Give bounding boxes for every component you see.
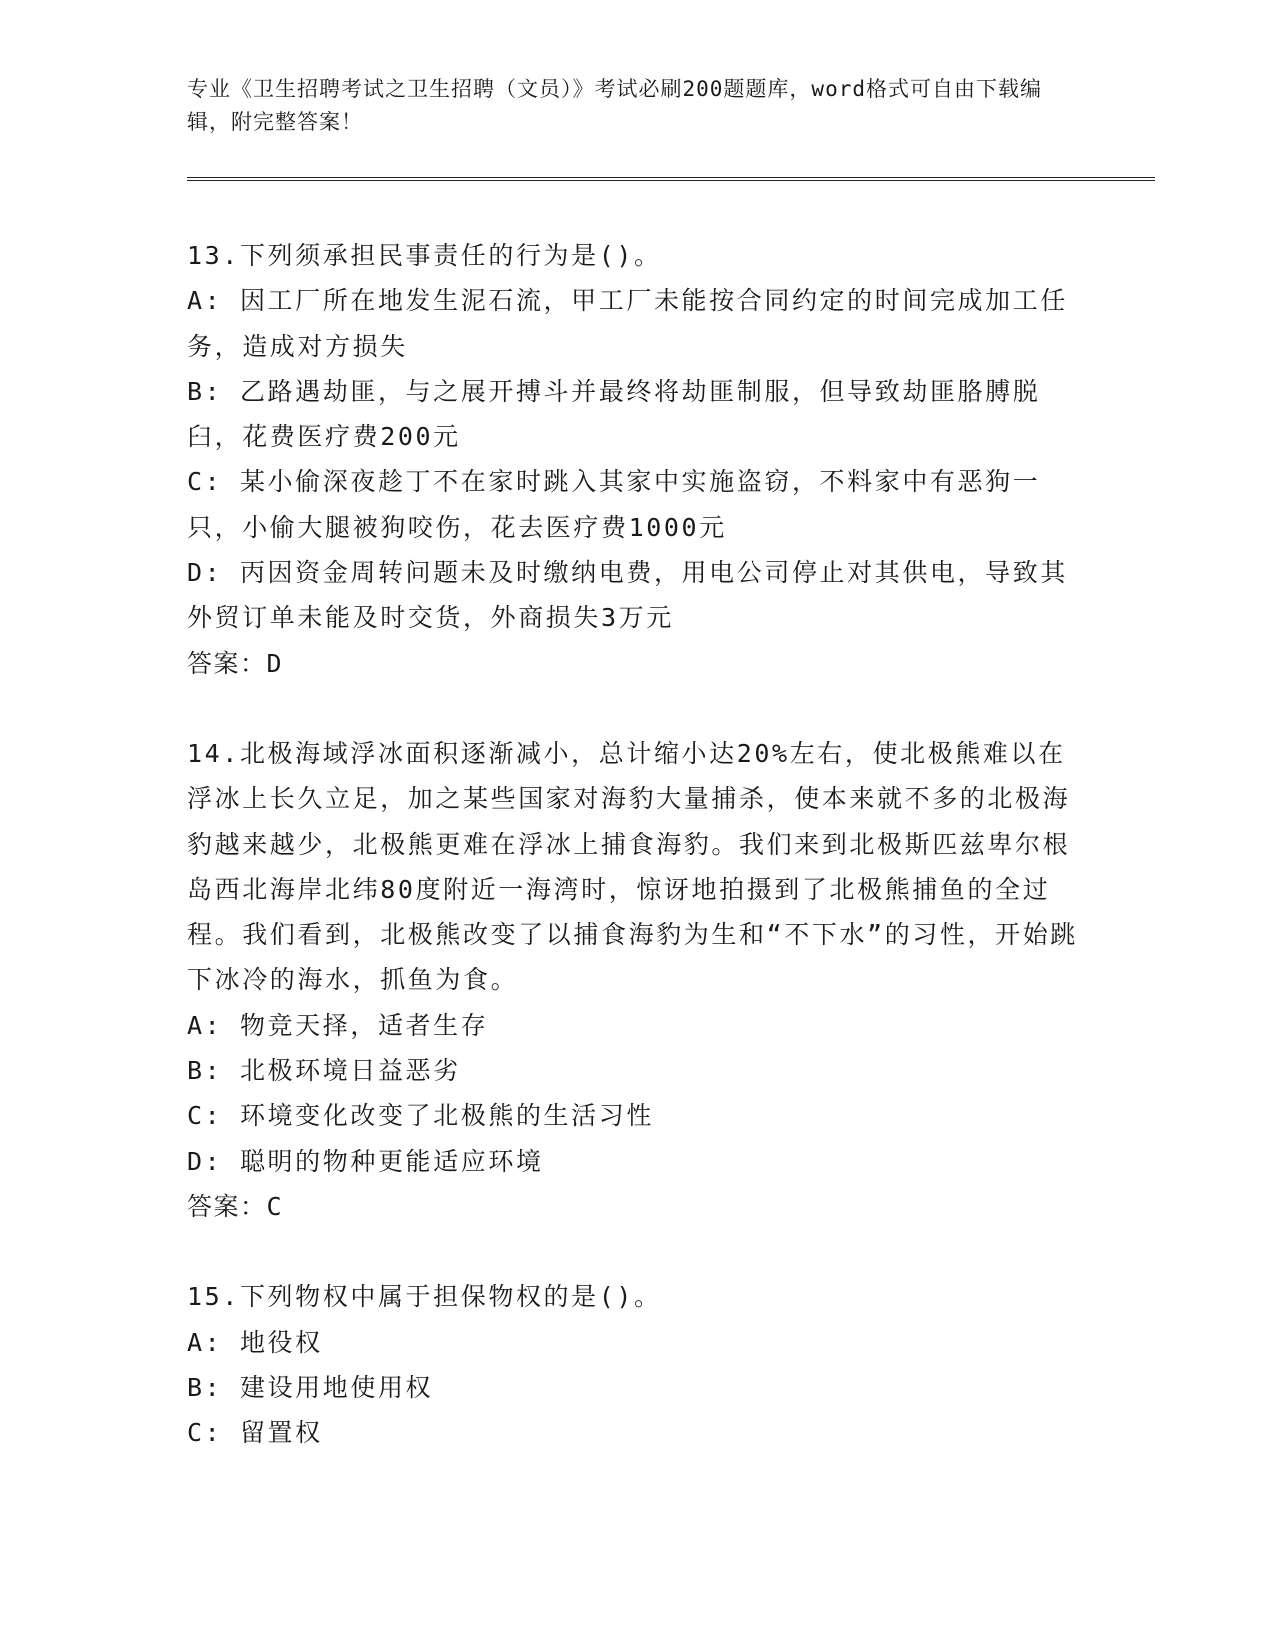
answer-line: 答案：D (187, 648, 284, 678)
option-c: C: 某小偷深夜趁丁不在家时跳入其家中实施盗窃，不料家中有恶狗一只，小偷大腿被狗咬伤，花去医疗费1000元 (187, 467, 1041, 542)
question-stem: 14.北极海域浮冰面积逐渐减小，总计缩小达20%左右，使北极熊难以在浮冰上长久立足，加之某些国家对海豹大量捕杀，使本来就不多的北极海豹越来越少，北极熊更难在浮冰上捕食海豹。我们来到北极斯匹兹卑尔根岛西北海岸北纬80度附近一海湾时，惊讶地拍摄到了北极熊捕鱼的全过程。我们看到，北极熊改变了以捕食海豹为生和“不下水”的习性，开始跳下冰冷的海水，抓鱼为食。 (187, 738, 1078, 995)
option-b: B: 北极环境日益恶劣 (187, 1056, 461, 1086)
question-stem: 13.下列须承担民事责任的行为是()。 (187, 241, 662, 270)
question-14 (187, 731, 1087, 1229)
header-double-rule (187, 177, 1155, 181)
document-header: 专业《卫生招聘考试之卫生招聘（文员）》考试必刷200题题库，word格式可自由下载编辑，附完整答案！ (187, 77, 1042, 134)
option-b: B: 乙路遇劫匪，与之展开搏斗并最终将劫匪制服，但导致劫匪胳膊脱臼，花费医疗费200元 (187, 376, 1041, 452)
option-a: A: 因工厂所在地发生泥石流，甲工厂未能按合同约定的时间完成加工任务，造成对方损失 (187, 286, 1068, 361)
option-c: C: 环境变化改变了北极熊的生活习性 (187, 1101, 654, 1131)
question-list (187, 233, 1087, 1455)
option-d: D: 丙因资金周转问题未及时缴纳电费，用电公司停止对其供电，导致其外贸订单未能及时交货，外商损失3万元 (187, 558, 1068, 633)
option-b: B: 建设用地使用权 (187, 1372, 434, 1402)
answer-line: 答案：C (187, 1191, 284, 1221)
option-d: D: 聪明的物种更能适应环境 (187, 1146, 544, 1176)
question-stem: 15.下列物权中属于担保物权的是()。 (187, 1282, 662, 1312)
question-15 (187, 1274, 1087, 1455)
question-13 (187, 233, 1087, 686)
option-c: C: 留置权 (187, 1418, 323, 1448)
option-a: A: 地役权 (187, 1327, 323, 1357)
option-a: A: 物竞天择，适者生存 (187, 1010, 489, 1040)
